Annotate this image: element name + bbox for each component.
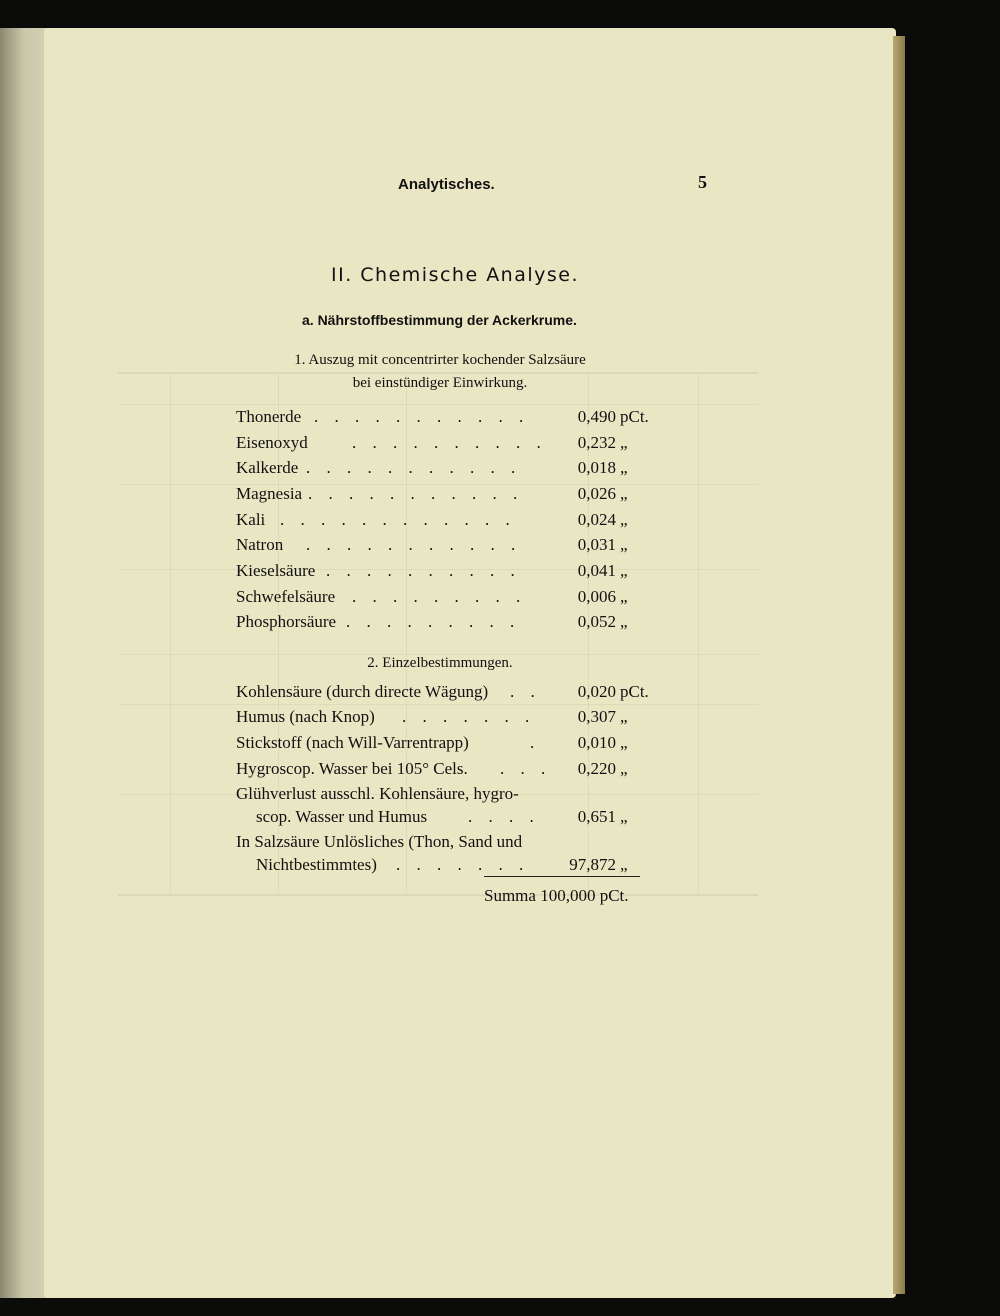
- row-unit: „: [620, 458, 628, 477]
- leader-dots: . . . . . . .: [396, 855, 530, 874]
- leader-dots: . . . . . . . . . . . .: [280, 510, 516, 529]
- table-row: [236, 510, 656, 534]
- row-value: 0,307: [577, 707, 616, 726]
- row-value: 0,024: [577, 510, 616, 529]
- summa-total: Summa 100,000 pCt.: [484, 886, 629, 905]
- row-label: Kalkerde: [236, 458, 299, 477]
- row-label: Stickstoff (nach Will-Varrentrapp): [236, 733, 469, 752]
- row-value: 0,018: [577, 458, 616, 477]
- section-heading: a. Nährstoffbestimmung der Ackerkrume.: [302, 312, 577, 328]
- table-row: [236, 733, 656, 757]
- row-value: 0,031: [577, 535, 616, 554]
- row-label-line2: Nichtbestimmtes): [256, 855, 377, 874]
- leader-dots: . . . . . . . . .: [352, 587, 527, 606]
- table-row: [236, 784, 656, 808]
- table-row: [236, 484, 656, 508]
- table-row: [236, 458, 656, 482]
- table-row: [236, 807, 656, 831]
- row-unit: pCt.: [620, 682, 649, 701]
- row-unit: „: [620, 733, 628, 752]
- table-row: [236, 707, 656, 731]
- leader-dots: . . . . . . . . . . .: [306, 458, 522, 477]
- part1-heading-line2: bei einstündiger Einwirkung.: [352, 375, 528, 391]
- row-label: Kali: [236, 510, 266, 529]
- row-label: Natron: [236, 535, 284, 554]
- page-title: II. Chemische Analyse.: [331, 264, 580, 286]
- row-unit: „: [620, 587, 628, 606]
- leader-dots: . . . . . . . . .: [346, 612, 521, 631]
- leader-dots: . . . . . . . . . .: [352, 433, 547, 452]
- row-value: 0,026: [577, 484, 616, 503]
- row-unit: „: [620, 807, 628, 826]
- leader-dots: . . . . . . . . . . .: [308, 484, 524, 503]
- row-unit: „: [620, 433, 628, 452]
- row-value: 0,041: [577, 561, 616, 580]
- row-label: Kieselsäure: [236, 561, 316, 580]
- row-unit: „: [620, 561, 628, 580]
- row-value: 0,006: [577, 587, 616, 606]
- row-label: Hygroscop. Wasser bei 105° Cels.: [236, 759, 468, 778]
- row-value: 0,220: [577, 759, 616, 778]
- row-unit: pCt.: [620, 407, 649, 426]
- row-label: Kohlensäure (durch directe Wägung): [236, 682, 489, 701]
- leader-dots: . . . . . . .: [402, 707, 536, 726]
- part1-heading-line1: 1. Auszug mit concentrirter kochender Salzsäure: [294, 352, 586, 368]
- row-label: Eisenoxyd: [236, 433, 308, 452]
- table-row: [236, 561, 656, 585]
- page-edge: [893, 36, 905, 1294]
- row-unit: „: [620, 855, 628, 874]
- table-row: [236, 612, 656, 636]
- row-value: 0,010: [577, 733, 616, 752]
- table-row: [236, 407, 656, 431]
- leader-dots: . . . .: [468, 807, 540, 826]
- leader-dots: .: [530, 733, 541, 752]
- sum-rule: [484, 876, 640, 877]
- row-label-line1: In Salzsäure Unlösliches (Thon, Sand und: [236, 832, 523, 851]
- table-row: [236, 832, 656, 856]
- row-unit: „: [620, 535, 628, 554]
- row-unit: „: [620, 707, 628, 726]
- row-label: Humus (nach Knop): [236, 707, 375, 726]
- leader-dots: . . .: [500, 759, 552, 778]
- row-unit: „: [620, 759, 628, 778]
- row-unit: „: [620, 510, 628, 529]
- table-row: [236, 433, 656, 457]
- row-unit: „: [620, 484, 628, 503]
- row-label-line2: scop. Wasser und Humus: [256, 807, 428, 826]
- row-label: Thonerde: [236, 407, 302, 426]
- row-value: 0,020: [577, 682, 616, 701]
- table-row: [236, 682, 656, 706]
- running-title: Analytisches.: [398, 176, 495, 193]
- row-value: 0,052: [577, 612, 616, 631]
- row-value: 0,651: [577, 807, 616, 826]
- row-label: Magnesia: [236, 484, 303, 503]
- row-value: 97,872: [569, 855, 616, 874]
- row-label-line1: Glühverlust ausschl. Kohlensäure, hygro-: [236, 784, 519, 803]
- leader-dots: . . . . . . . . . .: [326, 561, 521, 580]
- table-row: [236, 759, 656, 783]
- table-row: [236, 535, 656, 559]
- row-unit: „: [620, 612, 628, 631]
- leader-dots: . . . . . . . . . . .: [306, 535, 522, 554]
- row-value: 0,232: [577, 433, 616, 452]
- row-label: Phosphorsäure: [236, 612, 337, 631]
- leader-dots: . . . . . . . . . . .: [314, 407, 530, 426]
- row-value: 0,490: [577, 407, 616, 426]
- row-label: Schwefelsäure: [236, 587, 336, 606]
- leader-dots: . .: [510, 682, 541, 701]
- page-number: 5: [698, 172, 707, 192]
- part2-heading: 2. Einzelbestimmungen.: [367, 655, 513, 671]
- table-row: [236, 587, 656, 611]
